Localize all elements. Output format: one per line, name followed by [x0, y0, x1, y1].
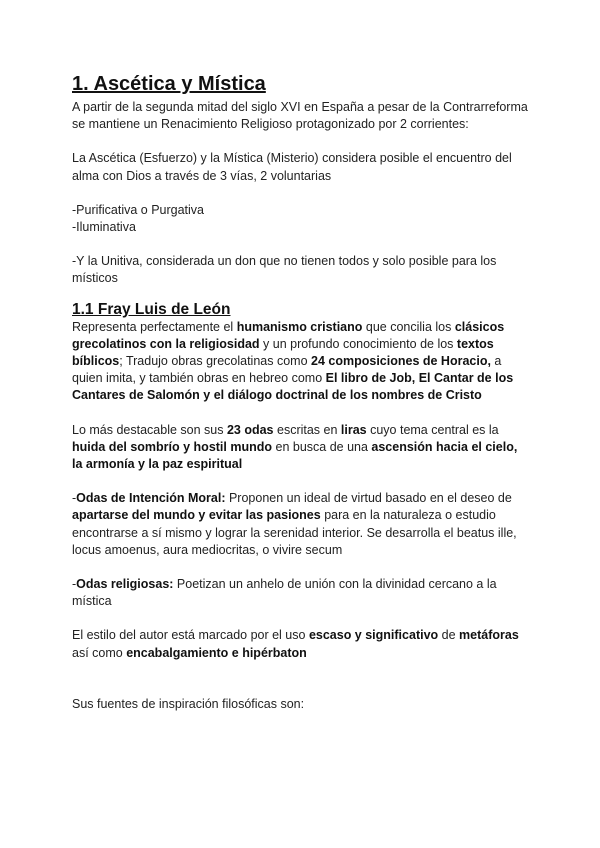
document-page [72, 72, 530, 713]
odas-paragraph: Lo más destacable son sus 23 odas escritas en liras cuyo tema central es la huida del sombrío y hostil mundo en busca de una ascensión hacia el cielo, la armonía y la paz espiritual [72, 422, 518, 472]
vias-paragraph: La Ascética (Esfuerzo) y la Mística (Misterio) considera posible el encuentro del alma con Dios a través de 3 vías, 2 voluntarias [72, 151, 512, 183]
via-iluminativa: -Iluminativa [72, 220, 136, 235]
estilo-paragraph: El estilo del autor está marcado por el uso escaso y significativo de metáforas así como encabalgamiento e hipérbaton [72, 628, 519, 660]
via-purgativa: -Purificativa o Purgativa [72, 202, 205, 217]
humanismo-paragraph: Representa perfectamente el humanismo cristiano que concilia los clásicos grecolatinos con la religiosidad y un profundo conocimiento de los textos bíblicos; Tradujo obras grecolatinas como 24 composiciones de Horacio, a quien imita, y también obras en hebreo como El libro de Job, El Cantar de los Cantares de Salomón y el diálogo doctrinal de los nombres de Cristo [72, 319, 514, 403]
fuentes-paragraph: Sus fuentes de inspiración filosóficas son: [72, 696, 305, 711]
section-title-fray-luis: 1.1 Fray Luis de León [72, 300, 231, 318]
intro-paragraph: A partir de la segunda mitad del siglo XVI en España a pesar de la Contrarreforma se mantiene un Renacimiento Religioso protagonizado por 2 corrientes: [72, 100, 528, 132]
section-title-ascetica: 1. Ascética y Mística [72, 73, 266, 95]
odas-moral-paragraph: -Odas de Intención Moral: Proponen un ideal de virtud basado en el deseo de apartarse del mundo y evitar las pasiones para en la naturaleza o estudio encontrarse a sí mismo y lograr la serenidad interior. Se desarrolla el beatus ille, locus amoenus, aura mediocritas, o vivire secum [72, 491, 517, 557]
odas-religiosas-paragraph: -Odas religiosas: Poetizan un anhelo de unión con la divinidad cercano a la mística [72, 577, 497, 609]
via-unitiva: -Y la Unitiva, considerada un don que no tienen todos y solo posible para los místicos [72, 254, 497, 286]
